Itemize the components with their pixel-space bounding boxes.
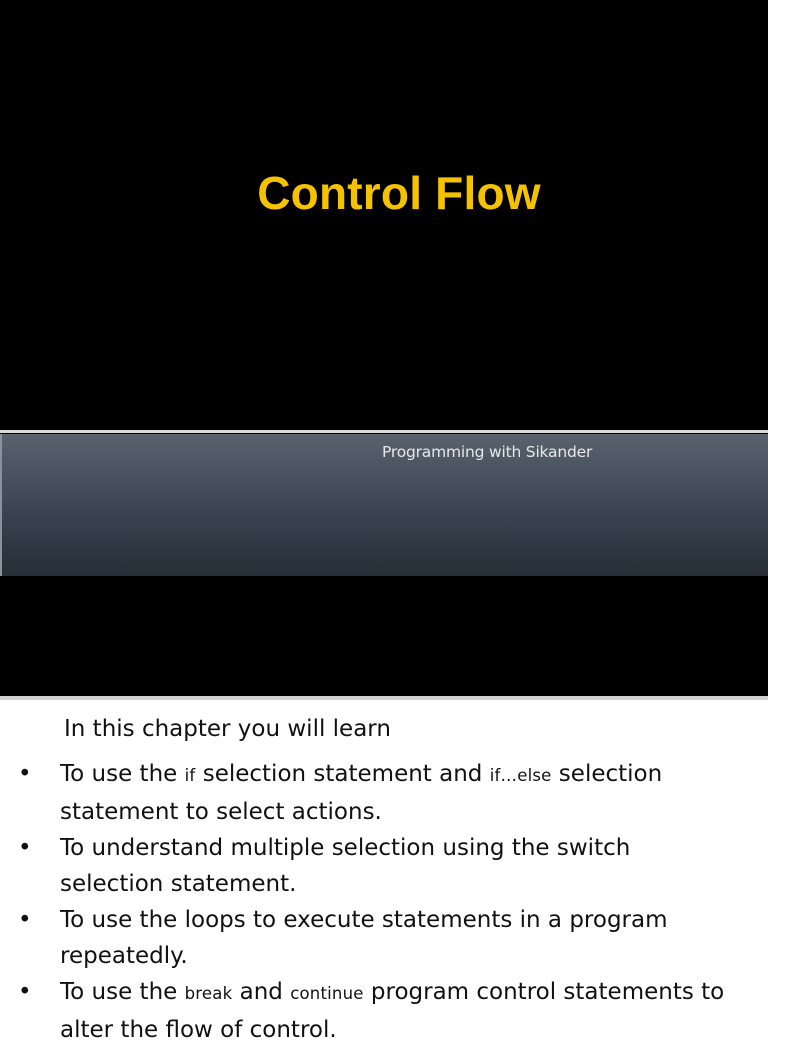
band-divider bbox=[0, 430, 768, 433]
list-item bbox=[0, 756, 740, 830]
slide-title: Control Flow bbox=[257, 167, 541, 219]
bullet-icon: • bbox=[18, 979, 32, 1005]
code-keyword: continue bbox=[290, 984, 364, 1003]
slide-subtitle: Programming with Sikander bbox=[382, 443, 593, 461]
bullet-text: selection statement and bbox=[195, 761, 490, 787]
list-item bbox=[0, 902, 740, 974]
bullet-text: To use the bbox=[60, 979, 185, 1005]
list-item bbox=[0, 974, 740, 1048]
list-item bbox=[0, 830, 740, 902]
bullet-icon: • bbox=[18, 835, 32, 861]
content-slide bbox=[0, 700, 768, 1043]
bullet-icon: • bbox=[18, 761, 32, 787]
bullet-text: and bbox=[232, 979, 291, 1005]
code-keyword: if…else bbox=[489, 766, 552, 785]
code-keyword: break bbox=[184, 984, 233, 1003]
bullet-text: To use the loops to execute statements in a program repeatedly. bbox=[60, 907, 668, 969]
code-keyword: if bbox=[184, 766, 196, 785]
bullet-text: program control statements to alter the flow of control. bbox=[60, 979, 725, 1043]
bullet-text: To use the bbox=[60, 761, 185, 787]
bullet-icon: • bbox=[18, 907, 32, 933]
bullet-text: To understand multiple selection using the switch selection statement. bbox=[60, 835, 631, 897]
chapter-heading: In this chapter you will learn bbox=[64, 716, 391, 742]
bullet-text: selection statement to select actions. bbox=[60, 761, 663, 825]
objectives-list bbox=[0, 756, 740, 1048]
